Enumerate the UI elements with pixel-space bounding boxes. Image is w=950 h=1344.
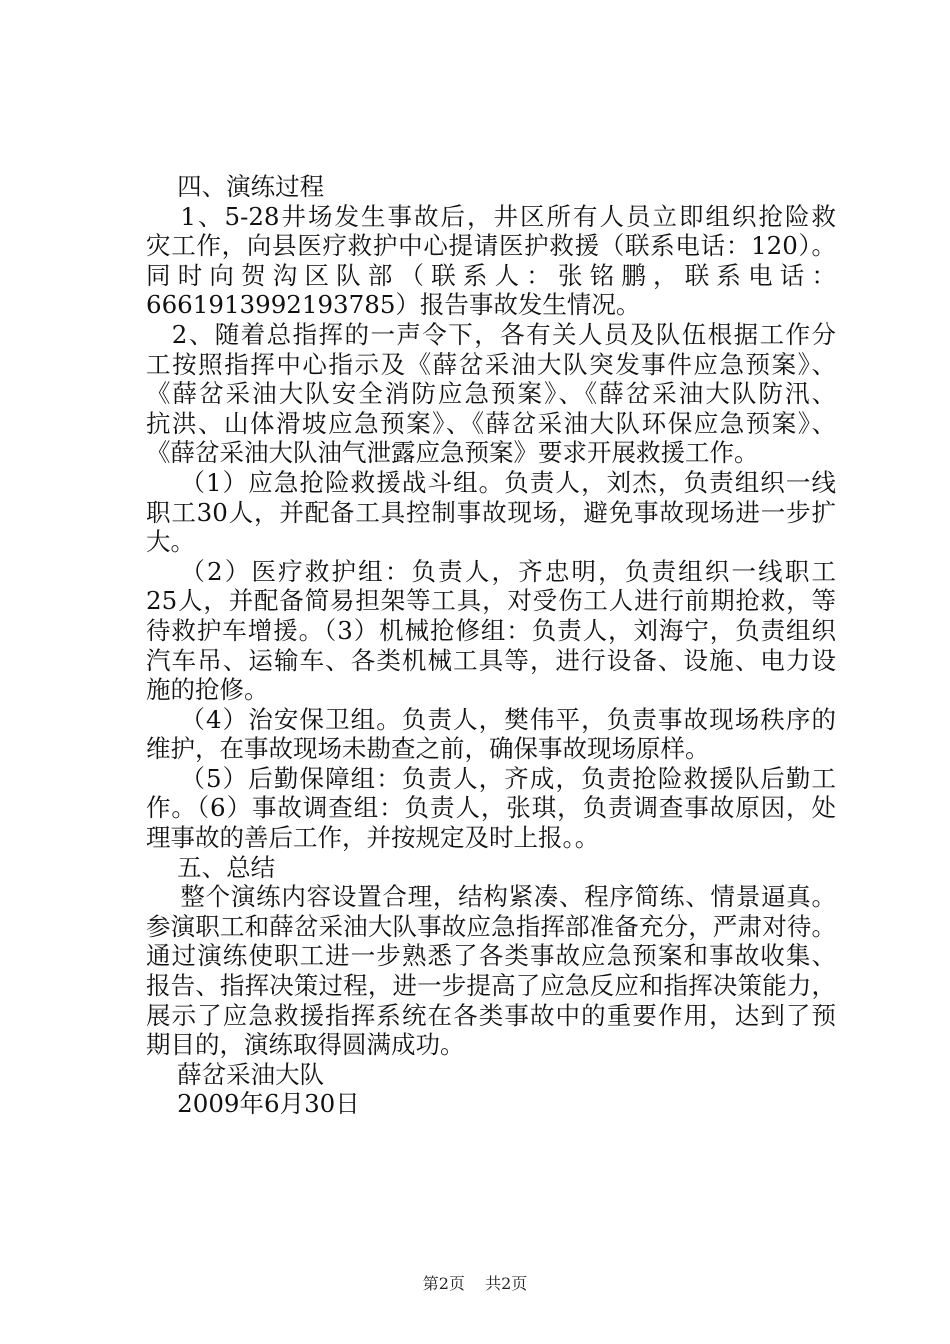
text-line: 整个演练内容设置合理，结构紧凑、程序简练、情景逼真。 xyxy=(180,882,836,912)
text-line: 1、5-28井场发生事故后，井区所有人员立即组织抢险救 xyxy=(180,201,836,231)
text-line: 作。（6）事故调查组：负责人，张琪，负责调查事故原因，处 xyxy=(146,793,836,823)
text-line: （2）医疗救护组：负责人，齐忠明，负责组织一线职工 xyxy=(180,556,836,586)
text-line: 抗洪、山体滑坡应急预案》、《薛岔采油大队环保应急预案》、 xyxy=(146,408,836,438)
text-line: 维护，在事故现场未勘查之前，确保事故现场原样。 xyxy=(146,734,710,764)
page-total: 共2页 xyxy=(485,1274,528,1293)
text-line: 期目的，演练取得圆满成功。 xyxy=(146,1030,465,1060)
text-line: 同时向贺沟区队部（联系人：张铭鹏，联系电话： xyxy=(146,260,836,290)
page-number: 第2页 xyxy=(422,1274,465,1293)
text-line: （5）后勤保障组：负责人，齐成，负责抢险救援队后勤工 xyxy=(180,763,836,793)
text-line: 通过演练使职工进一步熟悉了各类事故应急预案和事故收集、 xyxy=(146,941,836,971)
text-line: 2009年6月30日 xyxy=(146,1089,360,1119)
text-line: 理事故的善后工作，并按规定及时上报。。 xyxy=(146,823,600,853)
document-body xyxy=(146,172,836,1119)
text-line: 灾工作，向县医疗救护中心提请医护救援（联系电话：120）。 xyxy=(146,231,836,261)
text-line: 大。 xyxy=(146,527,195,557)
text-line: 2、随着总指挥的一声令下，各有关人员及队伍根据工作分 xyxy=(171,319,836,349)
text-line: 待救护车增援。（3）机械抢修组：负责人，刘海宁，负责组织 xyxy=(146,615,836,645)
page-footer xyxy=(0,1273,950,1295)
text-line: 6661913992193785）报告事故发生情况。 xyxy=(146,290,641,320)
text-line: 职工30人，并配备工具控制事故现场，避免事故现场进一步扩 xyxy=(146,497,836,527)
text-line: 薛岔采油大队 xyxy=(146,1059,325,1089)
text-line: 汽车吊、运输车、各类机械工具等，进行设备、设施、电力设 xyxy=(146,645,836,675)
text-line: 工按照指挥中心指示及《薛岔采油大队突发事件应急预案》、 xyxy=(146,349,836,379)
text-line: 五、总结 xyxy=(146,852,276,882)
text-line: 报告、指挥决策过程，进一步提高了应急反应和指挥决策能力， xyxy=(146,971,836,1001)
text-line: 四、演练过程 xyxy=(146,172,325,201)
text-line: 参演职工和薛岔采油大队事故应急指挥部准备充分，严肃对待。 xyxy=(146,911,836,941)
text-line: 25人，并配备简易担架等工具，对受伤工人进行前期抢救，等 xyxy=(146,586,836,616)
text-line: （1）应急抢险救援战斗组。负责人，刘杰，负责组织一线 xyxy=(180,467,836,497)
text-line: （4）治安保卫组。负责人，樊伟平，负责事故现场秩序的 xyxy=(180,704,836,734)
text-line: 展示了应急救援指挥系统在各类事故中的重要作用，达到了预 xyxy=(146,1000,836,1030)
text-line: 施的抢修。 xyxy=(146,675,269,705)
text-line: 《薛岔采油大队安全消防应急预案》、《薛岔采油大队防汛、 xyxy=(146,379,836,409)
text-line: 《薛岔采油大队油气泄露应急预案》要求开展救援工作。 xyxy=(146,438,759,468)
